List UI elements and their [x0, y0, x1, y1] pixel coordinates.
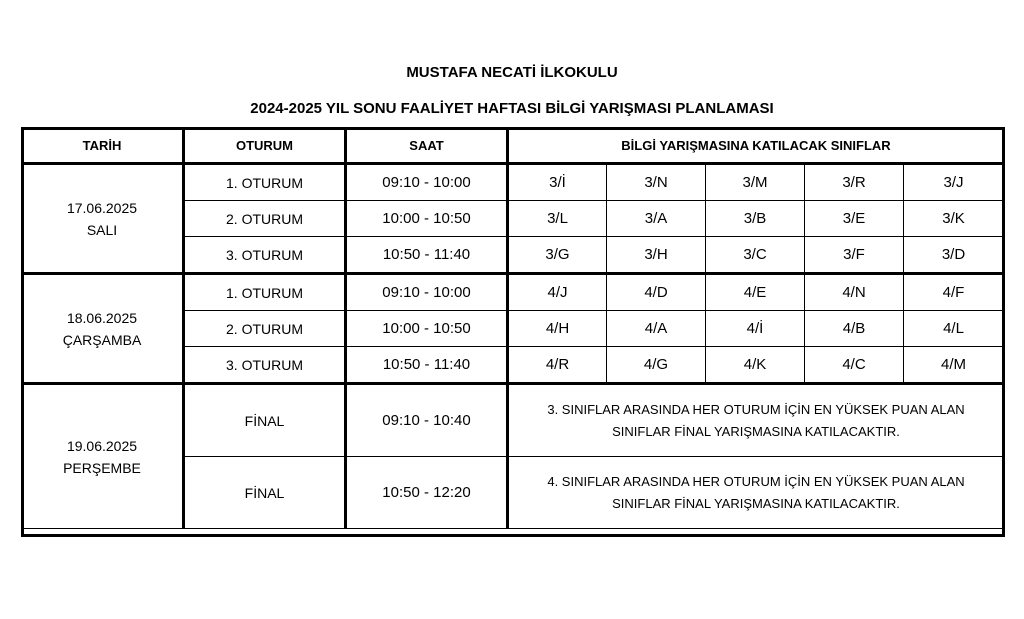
final-note-cell	[508, 384, 1004, 457]
schedule-table	[21, 127, 1004, 529]
day-name: SALI	[86, 221, 118, 238]
class-cell: 4/İ	[706, 311, 805, 347]
time-cell: 10:50 - 11:40	[346, 347, 508, 384]
class-cell: 3/H	[607, 237, 706, 274]
class-cell: 4/E	[706, 274, 805, 311]
class-cell: 4/H	[508, 311, 607, 347]
header-session: OTURUM	[184, 128, 346, 164]
date-cell	[22, 274, 184, 384]
class-cell: 3/D	[904, 237, 1004, 274]
class-cell: 3/L	[508, 201, 607, 237]
class-cell: 4/L	[904, 311, 1004, 347]
time-cell: 10:00 - 10:50	[346, 201, 508, 237]
class-cell: 4/A	[607, 311, 706, 347]
session-cell: 3. OTURUM	[184, 347, 346, 384]
table-row	[22, 274, 1004, 311]
class-cell: 3/K	[904, 201, 1004, 237]
date-cell	[22, 384, 184, 529]
class-cell: 3/E	[805, 201, 904, 237]
class-cell: 3/R	[805, 164, 904, 201]
time-cell: 10:00 - 10:50	[346, 311, 508, 347]
session-cell: 1. OTURUM	[184, 164, 346, 201]
session-cell: 2. OTURUM	[184, 311, 346, 347]
session-cell: FİNAL	[184, 384, 346, 457]
class-cell: 3/F	[805, 237, 904, 274]
class-cell: 3/İ	[508, 164, 607, 201]
day-name: PERŞEMBE	[63, 459, 141, 476]
class-cell: 3/C	[706, 237, 805, 274]
time-cell: 10:50 - 12:20	[346, 457, 508, 529]
class-cell: 4/F	[904, 274, 1004, 311]
table-row	[22, 384, 1004, 457]
class-cell: 4/D	[607, 274, 706, 311]
class-cell: 3/A	[607, 201, 706, 237]
session-cell: 3. OTURUM	[184, 237, 346, 274]
session-cell: 2. OTURUM	[184, 201, 346, 237]
class-cell: 4/M	[904, 347, 1004, 384]
header-classes: BİLGİ YARIŞMASINA KATILACAK SINIFLAR	[508, 128, 1004, 164]
time-cell: 09:10 - 10:00	[346, 164, 508, 201]
class-cell: 4/C	[805, 347, 904, 384]
final-note-line: SINIFLAR FİNAL YARIŞMASINA KATILACAKTIR.	[612, 423, 900, 439]
header-time: SAAT	[346, 128, 508, 164]
header-date: TARİH	[22, 128, 184, 164]
class-cell: 4/N	[805, 274, 904, 311]
class-cell: 3/M	[706, 164, 805, 201]
session-cell: FİNAL	[184, 457, 346, 529]
school-name: MUSTAFA NECATİ İLKOKULU	[406, 64, 618, 81]
date-value: 18.06.2025	[66, 309, 138, 326]
class-cell: 4/B	[805, 311, 904, 347]
class-cell: 3/G	[508, 237, 607, 274]
class-cell: 4/J	[508, 274, 607, 311]
class-cell: 3/N	[607, 164, 706, 201]
class-cell: 3/B	[706, 201, 805, 237]
time-cell: 09:10 - 10:40	[346, 384, 508, 457]
class-cell: 4/G	[607, 347, 706, 384]
time-cell: 10:50 - 11:40	[346, 237, 508, 274]
header-row	[22, 128, 1004, 164]
table-row	[22, 164, 1004, 201]
session-cell: 1. OTURUM	[184, 274, 346, 311]
day-name: ÇARŞAMBA	[62, 331, 142, 348]
page-title: 2024-2025 YIL SONU FAALİYET HAFTASI BİLGİ YARIŞMASI PLANLAMASI	[250, 100, 774, 117]
class-cell: 3/J	[904, 164, 1004, 201]
final-note-line: SINIFLAR FİNAL YARIŞMASINA KATILACAKTIR.	[612, 495, 900, 511]
final-note-line: 4. SINIFLAR ARASINDA HER OTURUM İÇİN EN YÜKSEK PUAN ALAN	[547, 473, 965, 489]
final-note-line: 3. SINIFLAR ARASINDA HER OTURUM İÇİN EN YÜKSEK PUAN ALAN	[547, 401, 965, 417]
class-cell: 4/K	[706, 347, 805, 384]
date-cell	[22, 164, 184, 274]
date-value: 19.06.2025	[66, 437, 138, 454]
time-cell: 09:10 - 10:00	[346, 274, 508, 311]
final-note-cell	[508, 457, 1004, 529]
class-cell: 4/R	[508, 347, 607, 384]
date-value: 17.06.2025	[66, 199, 138, 216]
